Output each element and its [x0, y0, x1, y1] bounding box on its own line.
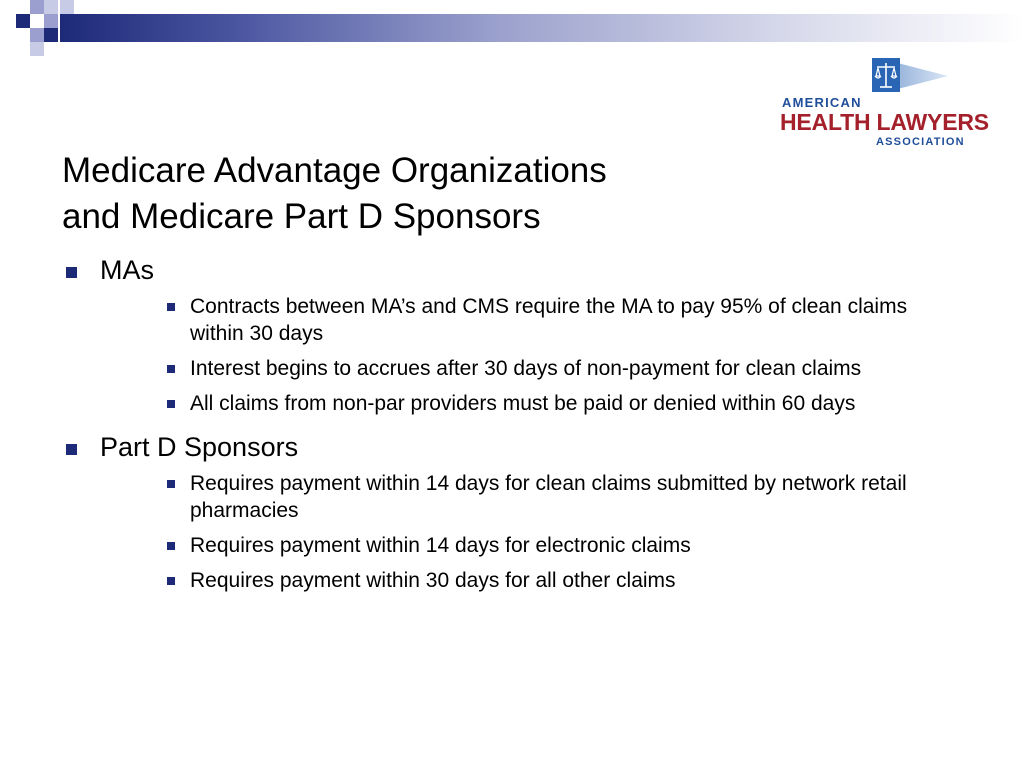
- list-item: [190, 293, 942, 347]
- slide-body: [62, 252, 962, 606]
- scales-of-justice-icon: [870, 54, 950, 106]
- slide-title: [62, 148, 762, 240]
- list-item: [190, 470, 942, 524]
- square-bullet-icon: [167, 365, 175, 373]
- decorative-square: [30, 28, 44, 42]
- section-heading-text: Part D Sponsors: [100, 432, 299, 462]
- list-item: [190, 355, 942, 382]
- decorative-square: [30, 42, 44, 56]
- logo-text-american: AMERICAN: [782, 95, 862, 110]
- list-item: [190, 532, 942, 559]
- list-item-text: Requires payment within 30 days for all other claims: [190, 569, 676, 592]
- list-item-text: Interest begins to accrues after 30 days of non-payment for clean claims: [190, 357, 862, 380]
- section-heading-text: MAs: [100, 255, 154, 285]
- logo-text-association: ASSOCIATION: [876, 136, 965, 148]
- list-item-text: Requires payment within 14 days for electronic claims: [190, 534, 691, 557]
- square-bullet-icon: [167, 303, 175, 311]
- aha-logo: [780, 52, 989, 152]
- decorative-square: [44, 14, 58, 28]
- list-item-text: All claims from non-par providers must be paid or denied within 60 days: [190, 392, 856, 415]
- list-item: [190, 567, 942, 594]
- decorative-square: [30, 0, 44, 14]
- square-bullet-icon: [167, 400, 175, 408]
- section-heading-part-d: [62, 429, 962, 465]
- logo-text-health-lawyers: HEALTH LAWYERS: [780, 109, 989, 135]
- decorative-square: [44, 0, 58, 14]
- square-bullet-icon: [66, 267, 77, 278]
- decorative-square: [60, 0, 74, 14]
- list-item-text: Contracts between MA’s and CMS require the MA to pay 95% of clean claims within 30 days: [190, 295, 908, 345]
- decorative-square: [16, 14, 30, 28]
- slide-title-line-2: and Medicare Part D Sponsors: [62, 197, 541, 236]
- list-item: [190, 390, 942, 417]
- bullet-list: [62, 470, 962, 594]
- bullet-list: [62, 293, 962, 417]
- decorative-square: [44, 28, 58, 42]
- square-bullet-icon: [167, 542, 175, 550]
- square-bullet-icon: [167, 577, 175, 585]
- slide-title-line-1: Medicare Advantage Organizations: [62, 151, 607, 190]
- square-bullet-icon: [66, 444, 77, 455]
- list-item-text: Requires payment within 14 days for clean claims submitted by network retail pharmacies: [190, 472, 907, 522]
- section-heading-mas: [62, 252, 962, 288]
- header-gradient-bar: [60, 14, 1024, 42]
- square-bullet-icon: [167, 480, 175, 488]
